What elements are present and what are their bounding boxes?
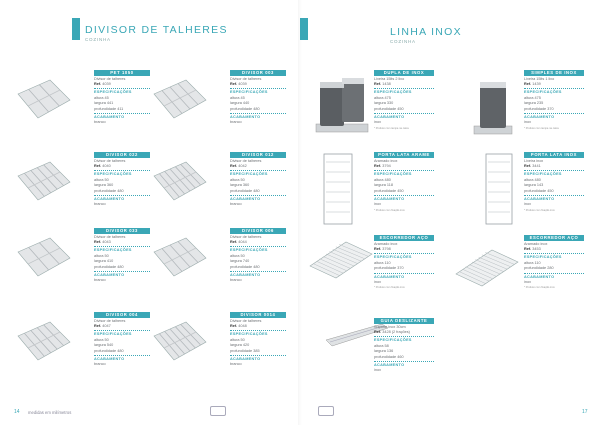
product-name: Divisor de talheres [230,76,262,81]
product-tag: ESCORREDOR AÇO INOX [524,235,584,241]
spec-value: profundidade 450 [374,106,404,111]
spec-value: altura 110 [374,260,391,265]
product-info [374,152,434,213]
cutlery-tray-image [150,234,208,294]
ref-value: 4040 [102,164,111,168]
product-tag: DIVISOR 006 [230,228,286,234]
finish-label: ACABAMENTO [374,363,405,368]
divider [374,273,434,274]
product-note: * Produto com tampa na caixa [524,126,559,130]
finish-label: ACABAMENTO [230,273,261,278]
finish-value: branco [94,120,106,125]
product-info [374,235,434,291]
spec-value: largura 118 [374,183,393,188]
title-accent-bar [72,18,80,40]
divider [94,113,150,114]
spec-label: ESPECIFICAÇÕES [94,248,132,253]
product-tag: DIVISOR 0014 [230,312,286,318]
finish-value: inox [524,202,531,207]
ref-value: 3441 [532,164,541,168]
spec-value: altura 475 [374,95,391,100]
spec-value: altura 50 [94,337,109,342]
finish-label: ACABAMENTO [524,115,555,120]
product-name: Divisor de talheres [230,234,262,239]
footer-note: medidas em milímetros [28,410,72,415]
product-info [94,312,150,368]
ref-value: 4044 [238,240,247,244]
spec-value: altura 475 [524,95,541,100]
cutlery-tray-image [14,158,72,218]
ref-label: Ref. [374,82,382,86]
product-card [14,312,144,384]
product-card [14,228,144,300]
product-tag: DIVISOR 004 [94,312,150,318]
spec-label: ESPECIFICAÇÕES [230,332,268,337]
spec-value: profundidade 480 [94,264,124,269]
spec-value: altura 50 [230,177,245,182]
product-card [14,152,144,224]
spec-value: profundidade 480 [230,106,260,111]
divider [374,361,434,362]
spec-value: altura 50 [230,337,245,342]
ref-label: Ref. [94,240,102,244]
spec-value: profundidade 480 [230,264,260,269]
product-image [320,150,356,233]
finish-label: ACABAMENTO [230,115,261,120]
product-name: Suporte inox 30cm [374,324,406,329]
finish-label: ACABAMENTO [374,274,405,279]
divider [524,273,584,274]
spec-value: profundidade 480 [94,188,124,193]
ref-label: Ref. [230,164,238,168]
divider [374,113,434,114]
product-tag: DIVISOR 003 [230,70,286,76]
product-info [94,228,150,284]
product-name: Aramado inox [374,241,398,246]
finish-label: ACABAMENTO [524,197,555,202]
spec-value: profundidade 480 [230,188,260,193]
product-tag: DIVISOR 033 [94,228,150,234]
product-tag: PET 1050 [94,70,150,76]
spec-value: profundidade 460 [374,354,404,359]
product-card [150,312,280,384]
product-info [524,152,584,213]
spec-value: altura 45 [94,95,109,100]
product-tag: DIVISOR 022 [94,152,150,158]
spec-value: altura 480 [374,177,391,182]
spec-label: ESPECIFICAÇÕES [524,90,562,95]
product-note: * Produto com fixação inox [524,286,555,290]
spec-value: altura 480 [524,177,541,182]
product-name: Lixeira 15lts 1 lixo [524,76,555,81]
brand-logo [210,406,226,416]
finish-value: inox [374,368,381,373]
spec-label: ESPECIFICAÇÕES [374,338,412,343]
spec-value: altura 50 [94,253,109,258]
product-image [468,70,518,145]
finish-value: inox [374,280,381,285]
product-name: Aramado inox [374,158,398,163]
ref-label: Ref. [230,240,238,244]
ref-label: Ref. [374,330,382,334]
product-image [482,150,516,233]
ref-label: Ref. [230,324,238,328]
finish-value: branco [94,362,106,367]
product-name: Divisor de talheres [94,318,126,323]
product-info [524,235,584,291]
product-name: Divisor de talheres [230,158,262,163]
spec-label: ESPECIFICAÇÕES [94,90,132,95]
spec-label: ESPECIFICAÇÕES [374,90,412,95]
ref-label: Ref. [524,82,532,86]
spec-value: largura 440 [230,101,250,106]
product-name: Divisor de talheres [94,234,126,239]
ref-value: 3794 [382,164,391,168]
product-note: * Produto com fixação inox [374,286,405,290]
ref-label: Ref. [230,82,238,86]
title-accent-bar [300,18,308,40]
cutlery-tray-image [150,158,208,218]
divider [524,113,584,114]
spec-label: ESPECIFICAÇÕES [94,172,132,177]
brand-logo [318,406,334,416]
product-image [452,244,522,295]
cutlery-tray-image [14,318,72,378]
spec-label: ESPECIFICAÇÕES [94,332,132,337]
product-image [306,236,376,287]
ref-value: 4039 [102,82,111,86]
spec-value: profundidade 480 [94,348,124,353]
spec-value: largura 420 [230,343,250,348]
finish-label: ACABAMENTO [94,273,125,278]
page-title: DIVISOR DE TALHERES [85,24,228,36]
product-info [524,70,584,131]
product-card [150,228,280,300]
ref-label: Ref. [94,324,102,328]
spec-label: ESPECIFICAÇÕES [230,90,268,95]
ref-label: Ref. [94,82,102,86]
product-tag: PORTA LATA ARAME INOX [374,152,434,158]
product-info [230,152,286,208]
product-card [150,70,280,142]
ref-value: 4047 [102,324,111,328]
ref-label: Ref. [374,164,382,168]
spec-value: largura 441 [94,101,114,106]
spec-label: ESPECIFICAÇÕES [374,255,412,260]
spec-value: profundidade 450 [374,188,404,193]
divider [94,271,150,272]
product-name: Divisor de talheres [230,318,262,323]
ref-value: 3453 [532,247,541,251]
cutlery-tray-image [150,318,208,378]
product-note: * Produto com tampa na caixa [374,126,409,130]
ref-value: 3798 [382,247,391,251]
divider [524,195,584,196]
finish-value: branco [230,278,242,283]
spec-value: largura 540 [94,343,114,348]
right-page [302,0,600,425]
divider [230,195,286,196]
spec-value: largura 360 [94,183,114,188]
product-name: Lixeira inox [524,158,544,163]
ref-label: Ref. [524,247,532,251]
spec-value: profundidade 450 [524,188,554,193]
spec-label: ESPECIFICAÇÕES [524,172,562,177]
divider [94,355,150,356]
spec-value: profundidade 370 [374,266,404,271]
product-name: Aramado inox [524,241,548,246]
finish-label: ACABAMENTO [94,197,125,202]
ref-value: 4042 [238,164,247,168]
spec-value: largura 330 [374,101,394,106]
finish-label: ACABAMENTO [230,357,261,362]
divider [230,113,286,114]
divider [374,195,434,196]
spec-value: largura 235 [524,101,544,106]
ref-value: 4048 [238,324,247,328]
product-note: * Produto com fixação inox [524,208,555,212]
spec-value: altura 58 [374,343,389,348]
ref-label: Ref. [524,164,532,168]
product-info [94,152,150,208]
finish-value: branco [230,120,242,125]
finish-value: branco [230,202,242,207]
ref-value: 4039 [238,82,247,86]
spec-value: largura 360 [230,183,250,188]
spec-value: profundidade 385 [230,348,260,353]
spec-value: altura 45 [230,95,245,100]
product-info [230,70,286,126]
product-card [14,70,144,142]
spec-value: profundidade 370 [524,106,554,111]
product-info [230,228,286,284]
spec-value: largura 740 [230,259,250,264]
ref-value: 1439 [532,82,541,86]
product-info [230,312,286,368]
cutlery-tray-image [150,76,208,136]
finish-label: ACABAMENTO [374,197,405,202]
product-name: Lixeira 15lts 2 lixo [374,76,405,81]
page-subtitle: COZINHA [390,39,416,44]
finish-value: inox [374,120,381,125]
ref-label: Ref. [94,164,102,168]
ref-value: 1438 [382,82,391,86]
finish-value: inox [524,120,531,125]
product-name: Divisor de talheres [94,76,126,81]
product-name: Divisor de talheres [94,158,126,163]
finish-value: branco [94,278,106,283]
product-info [374,318,434,374]
page-subtitle: COZINHA [85,37,111,42]
finish-label: ACABAMENTO [230,197,261,202]
finish-value: branco [94,202,106,207]
spec-value: profundidade 411 [94,106,124,111]
finish-value: inox [374,202,381,207]
product-info [374,70,434,131]
product-tag: DIVISOR 012 [230,152,286,158]
product-tag: PORTA LATA INOX [524,152,584,158]
spec-value: altura 50 [94,177,109,182]
divider [230,355,286,356]
ref-label: Ref. [374,247,382,251]
ref-value: 3428 (2 frações) [382,330,410,334]
spec-value: largura 136 [374,349,394,354]
finish-label: ACABAMENTO [94,115,125,120]
spec-label: ESPECIFICAÇÕES [374,172,412,177]
product-card [150,152,280,224]
spec-label: ESPECIFICAÇÕES [230,248,268,253]
spec-label: ESPECIFICAÇÕES [524,255,562,260]
divider [94,195,150,196]
product-tag: GUIA DESLIZANTE [374,318,434,324]
spec-value: altura 50 [230,253,245,258]
product-note: * Produto com fixação inox [374,208,405,212]
spec-value: profundidade 280 [524,266,554,271]
page-title: LINHA INOX [390,26,462,38]
spec-value: altura 110 [524,260,541,265]
page-number: 14 [14,409,20,415]
product-info [94,70,150,126]
left-page [0,0,298,425]
finish-value: branco [230,362,242,367]
finish-label: ACABAMENTO [374,115,405,120]
cutlery-tray-image [14,76,72,136]
ref-value: 4043 [102,240,111,244]
product-tag: SIMPLES DE INOX [524,70,584,76]
cutlery-tray-image [14,234,72,294]
finish-value: inox [524,280,531,285]
product-tag: ESCORREDOR AÇO INOX [374,235,434,241]
finish-label: ACABAMENTO [524,274,555,279]
product-image [312,68,374,143]
divider [230,271,286,272]
page-number: 17 [582,409,588,415]
finish-label: ACABAMENTO [94,357,125,362]
spec-label: ESPECIFICAÇÕES [230,172,268,177]
spec-value: largura 410 [94,259,114,264]
spec-value: largura 143 [524,183,544,188]
product-tag: DUPLA DE INOX [374,70,434,76]
